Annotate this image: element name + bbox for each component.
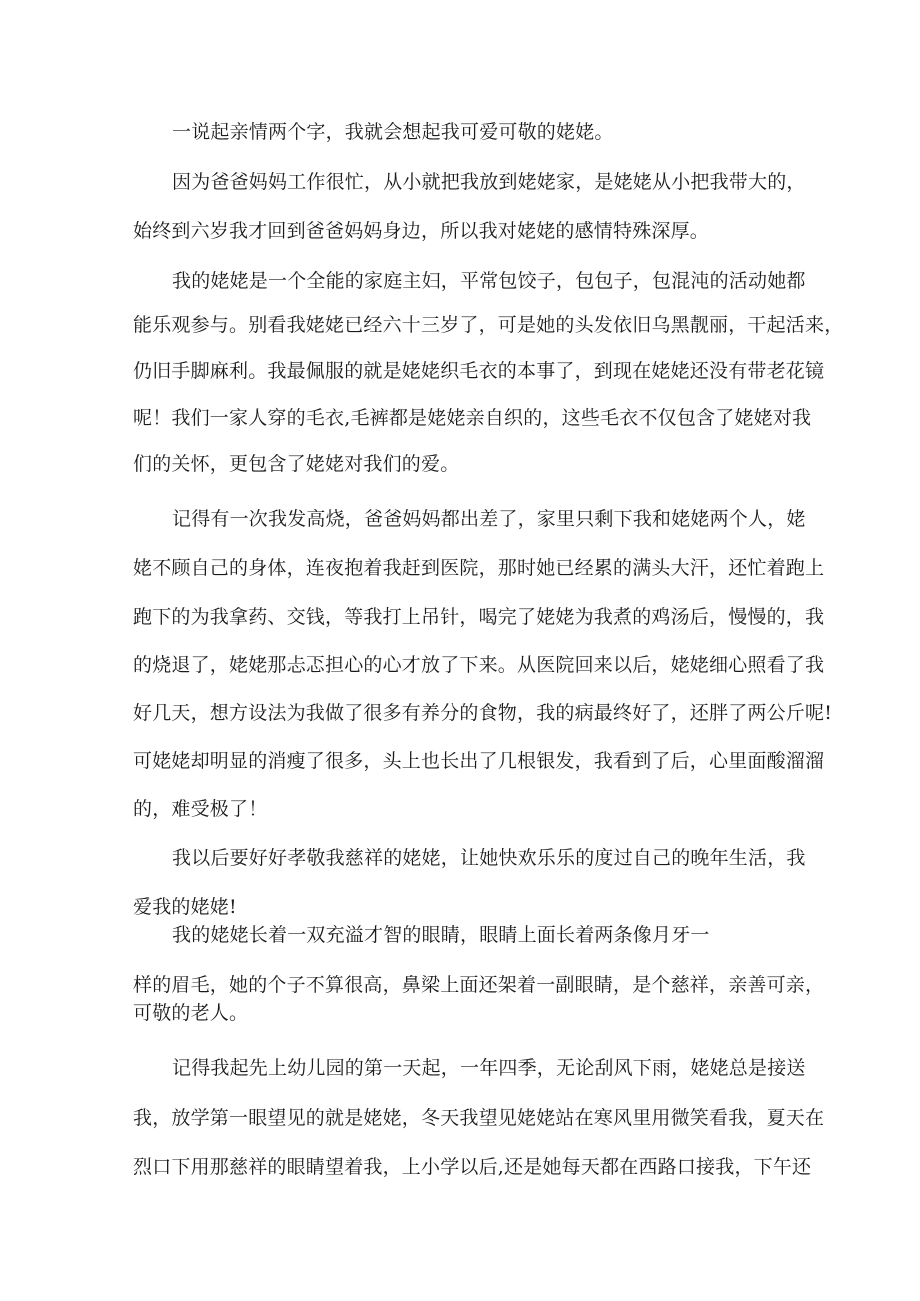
line-text: 跑下的为我拿药、交钱，等我打上吊针，喝完了姥姥为我煮的鸡汤后，慢慢的，我 bbox=[133, 606, 825, 628]
line-text: 好几天，想方设法为我做了很多有养分的食物，我的病最终好了，还胖了两公斤呢! bbox=[133, 702, 833, 724]
text-line bbox=[0, 915, 920, 955]
line-text: 我，放学第一眼望见的就是姥姥，冬天我望见姥姥站在寒风里用微笑看我，夏天在 bbox=[133, 1107, 825, 1129]
text-line bbox=[0, 499, 920, 539]
line-text: 可敬的老人。 bbox=[133, 1002, 249, 1024]
text-line bbox=[0, 112, 920, 152]
text-line bbox=[0, 693, 920, 733]
text-line bbox=[0, 444, 920, 484]
text-line bbox=[0, 211, 920, 251]
line-text: 的烧退了，姥姥那忐忑担心的心才放了下来。从医院回来以后，姥姥细心照看了我 bbox=[133, 654, 825, 676]
line-text: 仍旧手脚麻利。我最佩服的就是姥姥织毛衣的本事了，到现在姥姥还没有带老花镜 bbox=[133, 360, 825, 382]
text-line bbox=[0, 548, 920, 588]
line-text: 烈口下用那慈祥的眼睛望着我，上小学以后,还是她每天都在西路口接我，下午还 bbox=[133, 1156, 812, 1178]
line-text: 我以后要好好孝敬我慈祥的姥姥，让她快欢乐乐的度过自己的晚年生活，我 bbox=[172, 847, 806, 869]
text-line bbox=[0, 305, 920, 345]
line-text: 姥不顾自己的身体，连夜抱着我赶到医院，那时她已经累的满头大汗，还忙着跑上 bbox=[133, 557, 825, 579]
text-line bbox=[0, 789, 920, 829]
line-text: 记得有一次我发高烧，爸爸妈妈都出差了，家里只剩下我和姥姥两个人，姥 bbox=[172, 508, 806, 530]
line-text: 们的关怀，更包含了姥姥对我们的爱。 bbox=[133, 453, 460, 475]
line-text: 爱我的姥姥! bbox=[133, 896, 237, 918]
line-text: 一说起亲情两个字，我就会想起我可爱可敬的姥姥。 bbox=[172, 121, 614, 143]
text-line bbox=[0, 838, 920, 878]
text-line bbox=[0, 993, 920, 1033]
text-line bbox=[0, 597, 920, 637]
text-line bbox=[0, 1048, 920, 1088]
text-line bbox=[0, 645, 920, 685]
text-line bbox=[0, 1098, 920, 1138]
line-text: 的，难受极了！ bbox=[133, 798, 268, 820]
text-line bbox=[0, 398, 920, 438]
text-line bbox=[0, 1147, 920, 1187]
line-text: 我的姥姥是一个全能的家庭主妇，平常包饺子，包包子，包混沌的活动她都 bbox=[172, 270, 806, 292]
text-line bbox=[0, 741, 920, 781]
line-text: 呢！我们一家人穿的毛衣,毛裤都是姥姥亲自织的，这些毛衣不仅包含了姥姥对我 bbox=[133, 407, 812, 429]
line-text: 能乐观参与。别看我姥姥已经六十三岁了，可是她的头发依旧乌黑靓丽，干起活来， bbox=[133, 314, 844, 336]
line-text: 可姥姥却明显的消瘦了很多，头上也长出了几根银发，我看到了后，心里面酸溜溜 bbox=[133, 750, 825, 772]
line-text: 因为爸爸妈妈工作很忙，从小就把我放到姥姥家，是姥姥从小把我带大的， bbox=[172, 171, 806, 193]
line-text: 我的姥姥长着一双充溢才智的眼睛，眼睛上面长着两条像月牙一 bbox=[172, 924, 710, 946]
text-line bbox=[0, 162, 920, 202]
text-line bbox=[0, 351, 920, 391]
line-text: 始终到六岁我才回到爸爸妈妈身边，所以我对姥姥的感情特殊深厚。 bbox=[133, 220, 710, 242]
line-text: 记得我起先上幼儿园的第一天起，一年四季，无论刮风下雨，姥姥总是接送 bbox=[172, 1057, 806, 1079]
line-text: 样的眉毛，她的个子不算很高，鼻梁上面还架着一副眼睛，是个慈祥，亲善可亲， bbox=[133, 974, 825, 996]
text-line bbox=[0, 261, 920, 301]
